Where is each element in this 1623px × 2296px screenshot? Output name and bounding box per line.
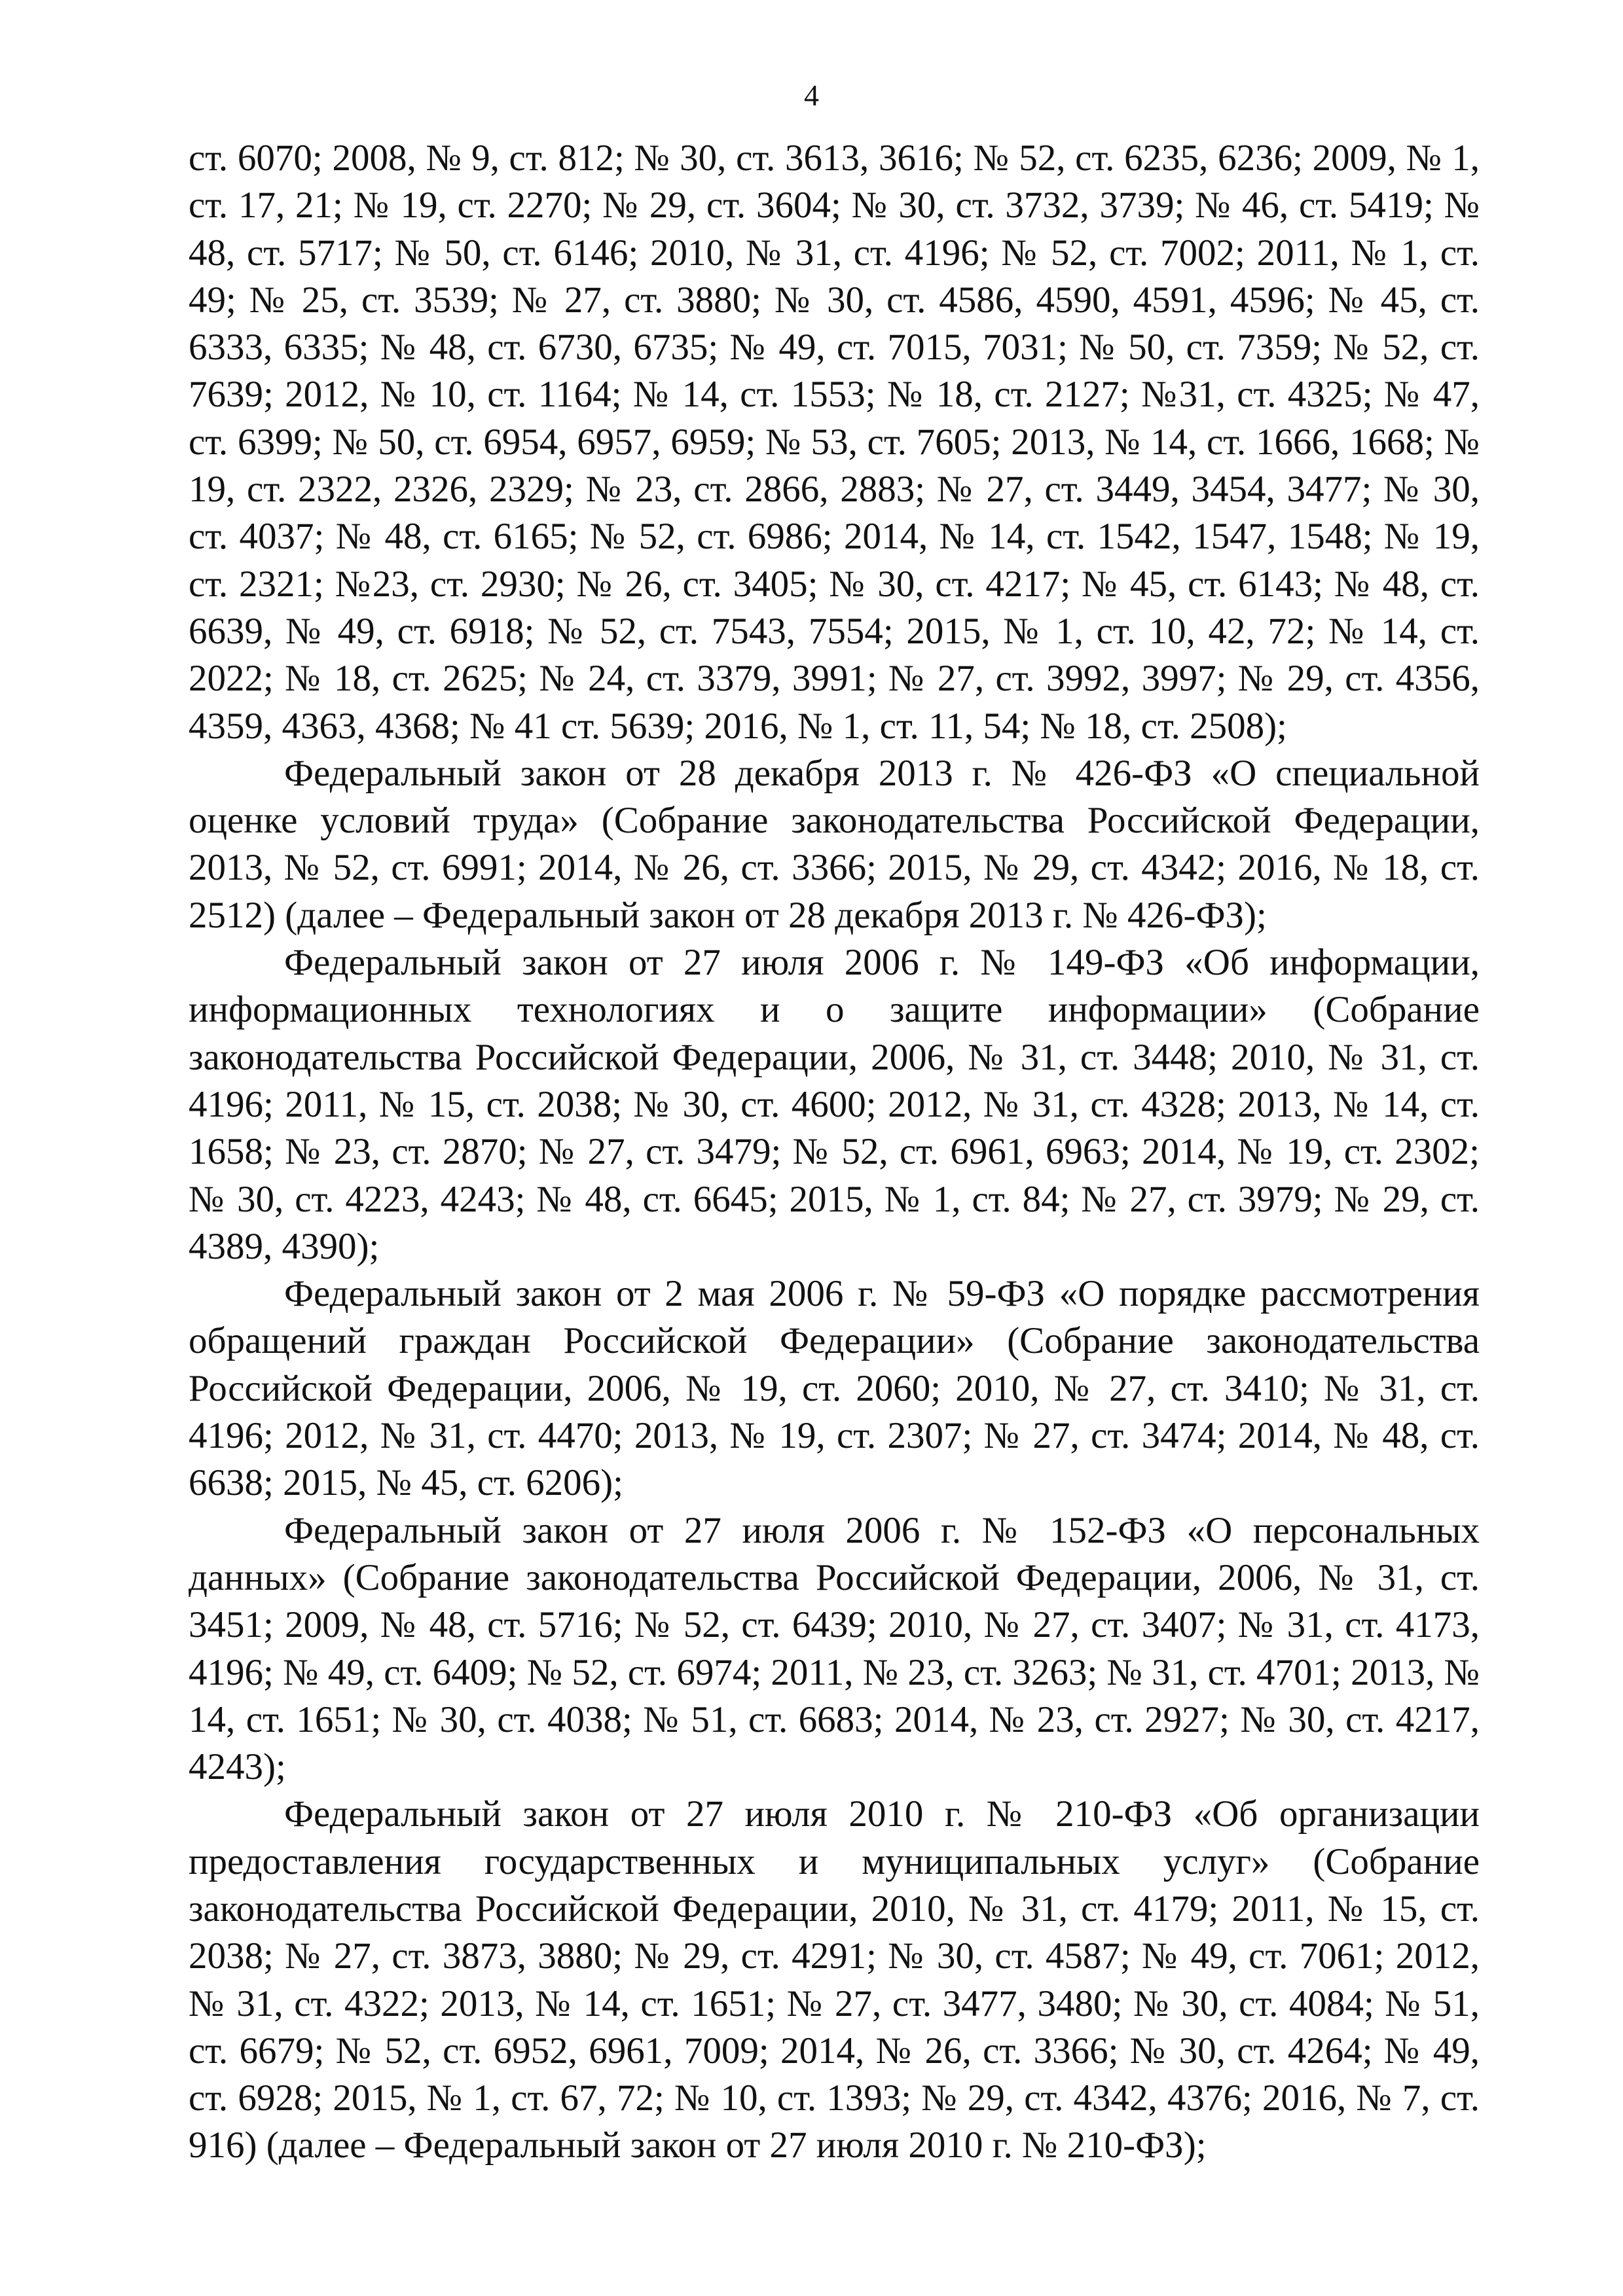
paragraph-law-210-fz: Федеральный закон от 27 июля 2010 г. № 210-ФЗ «Об организации предоставления государственных и муниципальных услуг» (Собрание законодательства Российской Федерации, 2010, № 31, ст. 4179; 2011, № 15, ст. 2038; № 27, ст. 3873, 3880; № 29, ст. 4291; № 30, ст. 4587; № 49, ст. 7061; 2012, № 31, ст. 4322; 2013, № 14, ст. 1651; № 27, ст. 3477, 3480; № 30, ст. 4084; № 51, ст. 6679; № 52, ст. 6952, 6961, 7009; 2014, № 26, ст. 3366; № 30, ст. 4264; № 49, ст. 6928; 2015, № 1, ст. 67, 72; № 10, ст. 1393; № 29, ст. 4342, 4376; 2016, № 7, ст. 916) (далее – Федеральный закон от 27 июля 2010 г. № 210-ФЗ); — [189, 1793, 1480, 2166]
paragraph-law-59-fz: Федеральный закон от 2 мая 2006 г. № 59-ФЗ «О порядке рассмотрения обращений граждан Российской Федерации» (Собрание законодательства Российской Федерации, 2006, № 19, ст. 2060; 2010, № 27, ст. 3410; № 31, ст. 4196; 2012, № 31, ст. 4470; 2013, № 19, ст. 2307; № 27, ст. 3474; 2014, № 48, ст. 6638; 2015, № 45, ст. 6206); — [189, 1273, 1480, 1504]
paragraph-law-152-fz: Федеральный закон от 27 июля 2006 г. № 152-ФЗ «О персональных данных» (Собрание законодательства Российской Федерации, 2006, № 31, ст. 3451; 2009, № 48, ст. 5716; № 52, ст. 6439; 2010, № 27, ст. 3407; № 31, ст. 4173, 4196; № 49, ст. 6409; № 52, ст. 6974; 2011, № 23, ст. 3263; № 31, ст. 4701; 2013, № 14, ст. 1651; № 30, ст. 4038; № 51, ст. 6683; 2014, № 23, ст. 2927; № 30, ст. 4217, 4243); — [189, 1509, 1480, 1788]
page-number: 4 — [804, 79, 819, 112]
paragraph-law-426-fz: Федеральный закон от 28 декабря 2013 г. № 426-ФЗ «О специальной оценке условий труда» (Собрание законодательства Российской Федерации, 2013, № 52, ст. 6991; 2014, № 26, ст. 3366; 2015, № 29, ст. 4342; 2016, № 18, ст. 2512) (далее – Федеральный закон от 28 декабря 2013 г. № 426-ФЗ); — [189, 752, 1480, 936]
paragraph-law-149-fz: Федеральный закон от 27 июля 2006 г. № 149-ФЗ «Об информации, информационных технологиях и о защите информации» (Собрание законодательства Российской Федерации, 2006, № 31, ст. 3448; 2010, № 31, ст. 4196; 2011, № 15, ст. 2038; № 30, ст. 4600; 2012, № 31, ст. 4328; 2013, № 14, ст. 1658; № 23, ст. 2870; № 27, ст. 3479; № 52, ст. 6961, 6963; 2014, № 19, ст. 2302; № 30, ст. 4223, 4243; № 48, ст. 6645; 2015, № 1, ст. 84; № 27, ст. 3979; № 29, ст. 4389, 4390); — [189, 942, 1480, 1267]
paragraph-citations-continued: ст. 6070; 2008, № 9, ст. 812; № 30, ст. 3613, 3616; № 52, ст. 6235, 6236; 2009, № 1, ст. 17, 21; № 19, ст. 2270; № 29, ст. 3604; № 30, ст. 3732, 3739; № 46, ст. 5419; № 48, ст. 5717; № 50, ст. 6146; 2010, № 31, ст. 4196; № 52, ст. 7002; 2011, № 1, ст. 49; № 25, ст. 3539; № 27, ст. 3880; № 30, ст. 4586, 4590, 4591, 4596; № 45, ст. 6333, 6335; № 48, ст. 6730, 6735; № 49, ст. 7015, 7031; № 50, ст. 7359; № 52, ст. 7639; 2012, № 10, ст. 1164; № 14, ст. 1553; № 18, ст. 2127; №31, ст. 4325; № 47, ст. 6399; № 50, ст. 6954, 6957, 6959; № 53, ст. 7605; 2013, № 14, ст. 1666, 1668; № 19, ст. 2322, 2326, 2329; № 23, ст. 2866, 2883; № 27, ст. 3449, 3454, 3477; № 30, ст. 4037; № 48, ст. 6165; № 52, ст. 6986; 2014, № 14, ст. 1542, 1547, 1548; № 19, ст. 2321; №23, ст. 2930; № 26, ст. 3405; № 30, ст. 4217; № 45, ст. 6143; № 48, ст. 6639, № 49, ст. 6918; № 52, ст. 7543, 7554; 2015, № 1, ст. 10, 42, 72; № 14, ст. 2022; № 18, ст. 2625; № 24, ст. 3379, 3991; № 27, ст. 3992, 3997; № 29, ст. 4356, 4359, 4363, 4368; № 41 ст. 5639; 2016, № 1, ст. 11, 54; № 18, ст. 2508); — [189, 137, 1480, 747]
document-body — [189, 135, 1480, 2170]
